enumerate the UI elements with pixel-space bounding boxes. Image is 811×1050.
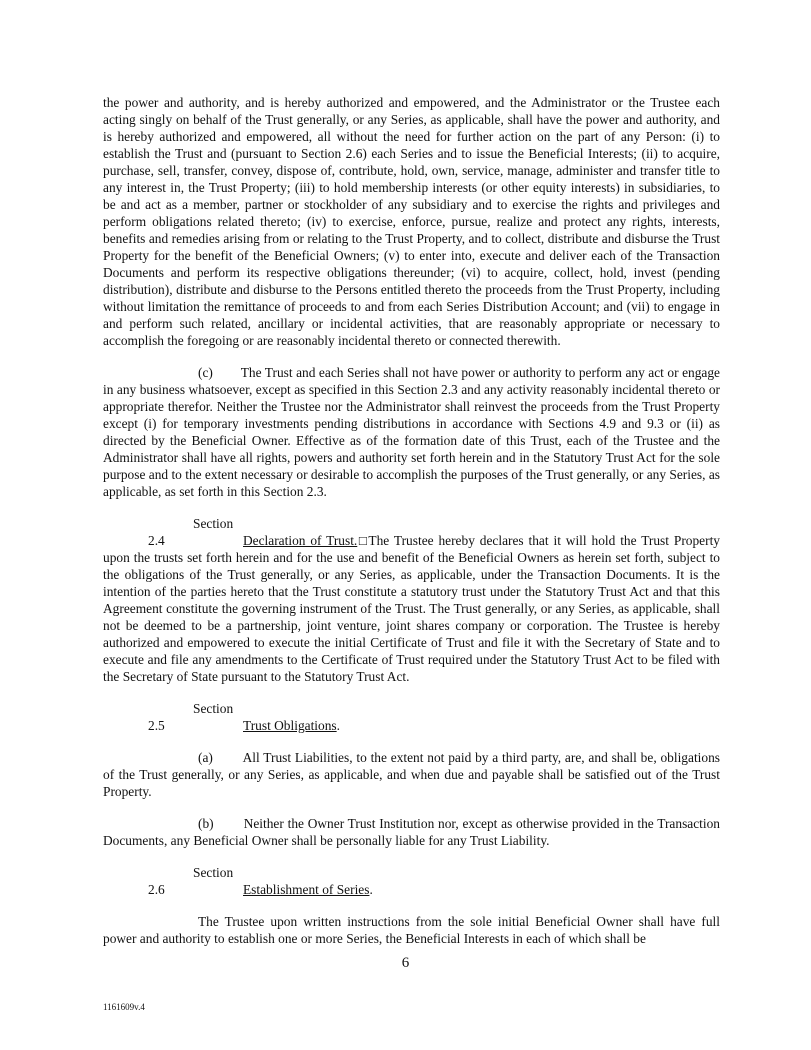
section-2-5: Section 2.5 Trust Obligations. xyxy=(148,701,340,733)
body-text xyxy=(103,94,720,962)
paragraph-c xyxy=(103,364,720,500)
clause-label: (c) xyxy=(198,365,213,380)
section-2-4 xyxy=(103,515,720,685)
paragraph-2-5-a xyxy=(103,749,720,800)
clause-label: (a) xyxy=(198,750,213,765)
paragraph-powers: the power and authority, and is hereby authorized and empowered, and the Administrator or the Trustee each acting singly on behalf of the Trust generally, or any Series, as applicable, shall have the power and authority, and is hereby authorized and empowered, all without the need for further action on the part of any Person: (i) to establish the Trust and (pursuant to Section 2.6) each Series and to issue the Beneficial Interests; (ii) to acquire, purchase, sell, transfer, convey, dispose of, contribute, hold, own, service, manage, administer and transfer title to any interest in, the Trust Property; (iii) to hold membership interests (or other equity interests) in subsidiaries, to be and act as a member, partner or stockholder of any subsidiary and to exercise the rights and privileges and perform obligations related thereto; (iv) to exercise, enforce, pursue, realize and protect any rights, interests, benefits and remedies arising from or relating to the Trust Property, and to collect, distribute and disburse the Trust Property for the benefit of the Beneficial Owners; (v) to enter into, execute and deliver each of the Transaction Documents and perform its respective obligations thereunder; (vi) to acquire, collect, hold, invest (pending distribution), distribute and disburse to the Persons entitled thereto the proceeds from the Trust Property, including without limitation the remittance of proceeds to and from each Series Distribution Account; and (vii) to engage in and perform such related, ancillary or incidental activities, that are reasonably appropriate or necessary to accomplish the foregoing or are reasonably incidental thereto or connected therewith. xyxy=(103,95,720,348)
paragraph-2-5-b xyxy=(103,815,720,849)
clause-text: All Trust Liabilities, to the extent not paid by a third party, are, and shall be, obligations of the Trust generally, or any Series, as applicable, and when due and payable shall be satisfied out of the Trust Property. xyxy=(103,750,720,799)
clause-text: Neither the Owner Trust Institution nor, except as otherwise provided in the Transaction Documents, any Beneficial Owner shall be personally liable for any Trust Liability. xyxy=(103,816,721,848)
section-title: Declaration of Trust. xyxy=(243,533,358,548)
section-number: Section 2.4 xyxy=(148,516,234,548)
section-number: Section 2.6 xyxy=(148,865,234,897)
section-title: Trust Obligations xyxy=(243,718,337,733)
paragraph-2-6-body: The Trustee upon written instructions from the sole initial Beneficial Owner shall have full power and authority to establish one or more Series, the Beneficial Interests in each of which shall be xyxy=(103,914,720,946)
clause-label: (b) xyxy=(198,816,214,831)
section-2-6: Section 2.6 Establishment of Series. xyxy=(148,865,373,897)
section-number: Section 2.5 xyxy=(148,701,234,733)
section-body: □The Trustee hereby declares that it will hold the Trust Property upon the trusts set forth herein and for the use and benefit of the Beneficial Owners as herein set forth, subject to the obligations of the Trust generally, or any Series, as applicable, under the Transaction Documents. It is the intention of the parties hereto that the Trust constitute a statutory trust under the Statutory Trust Act and that this Agreement constitute the governing instrument of the Trust. The Trust generally, or any Series, as applicable, shall not be deemed to be a partnership, joint venture, joint shares company or corporation. The Trustee is hereby authorized and empowered to execute the initial Certificate of Trust and file it with the Secretary of State and to execute and file any amendments to the Certificate of Trust required under the Statutory Trust Act to be filed with the Secretary of State pursuant to the Statutory Trust Act. xyxy=(103,533,720,684)
page-number: 6 xyxy=(401,955,410,971)
clause-text: The Trust and each Series shall not have power or authority to perform any act or engage in any business whatsoever, except as specified in this Section 2.3 and any activity reasonably incidental thereto or appropriate therefor. Neither the Trustee nor the Administrator shall reinvest the proceeds from the Trust Property except (i) for temporary investments pending distributions in accordance with Sections 4.9 and 9.3 or (ii) as directed by the Beneficial Owner. Effective as of the formation date of this Trust, each of the Trustee and the Administrator shall have all rights, powers and authority set forth herein and in the Statutory Trust Act for the sole purpose and to the extent necessary or desirable to accomplish the purposes of the Trust generally, or any Series, as applicable, as set forth in this Section 2.3. xyxy=(103,365,720,499)
document-id: 1161609v.4 xyxy=(103,1002,145,1012)
section-title: Establishment of Series xyxy=(243,882,370,897)
